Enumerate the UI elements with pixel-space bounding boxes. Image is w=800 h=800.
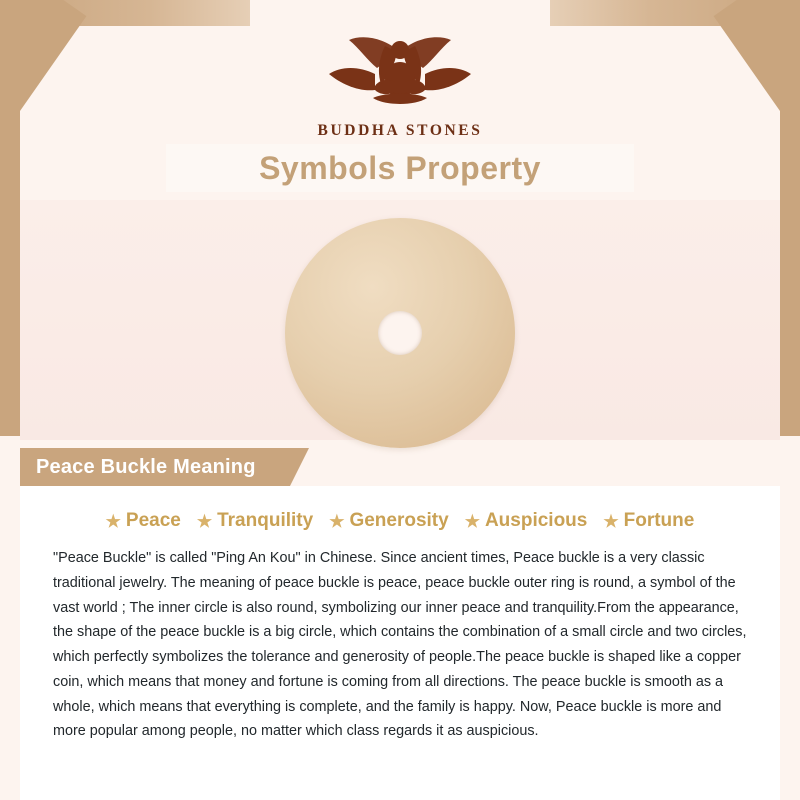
keyword-list (20, 486, 780, 532)
keyword-label: Auspicious (484, 510, 588, 531)
keyword-label: Peace (125, 510, 181, 531)
keyword-item (197, 510, 313, 532)
page-title: Symbols Property (259, 149, 541, 186)
star-icon: ★ (196, 511, 213, 531)
keyword-item (329, 510, 449, 532)
section-tag-label: Peace Buckle Meaning (36, 455, 256, 478)
star-icon: ★ (105, 511, 121, 531)
keyword-item (603, 510, 694, 532)
keyword-item (465, 510, 588, 532)
star-icon: ★ (603, 511, 619, 531)
page-title-band (166, 144, 634, 192)
star-icon: ★ (329, 511, 345, 531)
meaning-card (20, 486, 780, 800)
product-image (0, 218, 800, 448)
keyword-item (106, 510, 181, 532)
brand-name: BUDDHA STONES (317, 122, 483, 139)
meaning-paragraph: "Peace Buckle" is called "Ping An Kou" in Chinese. Since ancient times, Peace buckle is a very classic traditional jewelry. The meaning of peace buckle is peace, peace buckle outer ring is round, a symbol of the vast world ; The inner circle is also round, symbolizing our inner peace and tranquility.From the appearance, the shape of the peace buckle is a big circle, which contains the combination of a small circle and two circles, which perfectly symbolizes the tolerance and generosity of people.The peace buckle is shaped like a copper coin, which means that money and fortune is coming from all directions. The peace buckle is smooth as a whole, which means that everything is complete, and the family is happy. Now, Peace buckle is more and more popular among people, no matter which class regards it as auspicious. (53, 550, 747, 740)
keyword-label: Tranquility (217, 510, 314, 531)
lotus-meditation-icon (0, 22, 800, 118)
peace-buckle-disc (285, 218, 515, 448)
keyword-label: Generosity (349, 510, 449, 531)
keyword-label: Fortune (623, 510, 695, 531)
section-tag (20, 448, 290, 486)
peace-buckle-hole (378, 311, 422, 355)
star-icon: ★ (464, 511, 480, 531)
brand-header (0, 22, 800, 140)
